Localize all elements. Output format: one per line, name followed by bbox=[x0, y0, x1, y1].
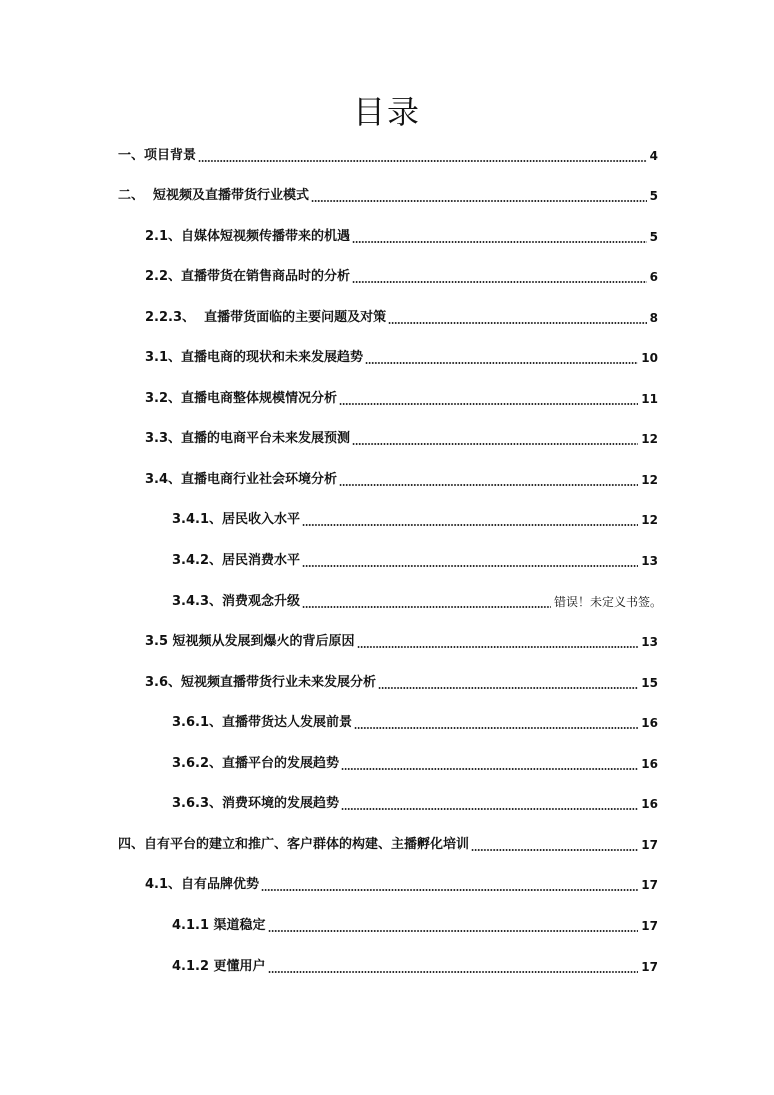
toc-dot-leader bbox=[357, 646, 639, 648]
toc-entry-4-1-2[interactable] bbox=[172, 957, 658, 977]
toc-entry-3-4-2[interactable] bbox=[172, 551, 658, 571]
toc-entry-label: 3.4、直播电商行业社会环境分析 bbox=[145, 472, 338, 487]
toc-entry-2-1[interactable] bbox=[145, 227, 658, 247]
toc-entry-label: 3.5 短视频从发展到爆火的背后原因 bbox=[145, 634, 355, 649]
toc-entry-project-background[interactable] bbox=[118, 146, 658, 166]
toc-entry-page: 13 bbox=[641, 635, 658, 649]
toc-entry-label: 2.1、自媒体短视频传播带来的机遇 bbox=[145, 229, 351, 244]
toc-dot-leader bbox=[341, 808, 638, 810]
toc-entry-label: 3.6、短视频直播带货行业未来发展分析 bbox=[145, 675, 377, 690]
toc-entry-4-1[interactable] bbox=[145, 875, 658, 895]
toc-entry-page: 5 bbox=[649, 230, 658, 244]
toc-entry-label: 3.6.1、直播带货达人发展前景 bbox=[172, 715, 353, 730]
toc-entry-label: 4.1.2 更懂用户 bbox=[172, 959, 266, 974]
toc-entry-page-error: 错误！未定义书签。 bbox=[553, 595, 662, 609]
toc-entry-label: 3.4.1、居民收入水平 bbox=[172, 512, 301, 527]
toc-entry-3-4-3[interactable] bbox=[172, 592, 662, 612]
toc-entry-label: 4.1.1 渠道稳定 bbox=[172, 918, 266, 933]
toc-dot-leader bbox=[302, 565, 638, 567]
toc-entry-3-2[interactable] bbox=[145, 389, 658, 409]
toc-entry-2-2[interactable] bbox=[145, 267, 658, 287]
toc-dot-leader bbox=[302, 606, 551, 608]
toc-entry-label: 3.4.3、消费观念升级 bbox=[172, 594, 301, 609]
toc-dot-leader bbox=[354, 727, 638, 729]
toc-dot-leader bbox=[352, 281, 647, 283]
toc-dot-leader bbox=[268, 971, 639, 973]
toc-dot-leader bbox=[471, 849, 638, 851]
toc-dot-leader bbox=[352, 241, 647, 243]
toc-entry-industry-mode[interactable] bbox=[118, 186, 658, 206]
toc-dot-leader bbox=[302, 524, 638, 526]
toc-entry-label: 四、自有平台的建立和推广、客户群体的构建、主播孵化培训 bbox=[118, 837, 470, 852]
toc-entry-page: 17 bbox=[641, 838, 658, 852]
toc-entry-own-platform[interactable] bbox=[118, 835, 658, 855]
toc-entry-label: 3.1、直播电商的现状和未来发展趋势 bbox=[145, 350, 364, 365]
toc-entry-page: 4 bbox=[649, 149, 658, 163]
toc-entry-page: 15 bbox=[641, 676, 658, 690]
toc-entry-label: 3.6.3、消费环境的发展趋势 bbox=[172, 796, 340, 811]
toc-entry-3-4-1[interactable] bbox=[172, 510, 658, 530]
toc-entry-page: 16 bbox=[641, 716, 658, 730]
toc-entry-label: 二、 短视频及直播带货行业模式 bbox=[118, 188, 310, 203]
toc-dot-leader bbox=[378, 687, 638, 689]
toc-entry-page: 6 bbox=[649, 270, 658, 284]
toc-dot-leader bbox=[198, 160, 647, 162]
toc-dot-leader bbox=[261, 889, 638, 891]
toc-dot-leader bbox=[339, 403, 638, 405]
toc-entry-page: 16 bbox=[641, 757, 658, 771]
toc-entry-label: 一、项目背景 bbox=[118, 148, 197, 163]
toc-dot-leader bbox=[268, 930, 639, 932]
toc-entry-3-3[interactable] bbox=[145, 429, 658, 449]
toc-entry-label: 3.2、直播电商整体规模情况分析 bbox=[145, 391, 338, 406]
toc-entry-label: 2.2、直播带货在销售商品时的分析 bbox=[145, 269, 351, 284]
toc-entry-label: 3.3、直播的电商平台未来发展预测 bbox=[145, 431, 351, 446]
toc-entry-3-6-3[interactable] bbox=[172, 794, 658, 814]
toc-entry-page: 12 bbox=[641, 432, 658, 446]
toc-entry-3-6-2[interactable] bbox=[172, 754, 658, 774]
toc-entry-page: 8 bbox=[649, 311, 658, 325]
toc-dot-leader bbox=[311, 200, 647, 202]
toc-entry-page: 10 bbox=[641, 351, 658, 365]
toc-entry-3-1[interactable] bbox=[145, 348, 658, 368]
toc-dot-leader bbox=[388, 322, 647, 324]
toc-entry-3-4[interactable] bbox=[145, 470, 658, 490]
toc-entry-3-5[interactable] bbox=[145, 632, 658, 652]
toc-entry-page: 5 bbox=[649, 189, 658, 203]
toc-entry-page: 17 bbox=[641, 919, 658, 933]
toc-dot-leader bbox=[352, 443, 638, 445]
toc-entry-3-6-1[interactable] bbox=[172, 713, 658, 733]
toc-entry-4-1-1[interactable] bbox=[172, 916, 658, 936]
toc-entry-3-6[interactable] bbox=[145, 673, 658, 693]
toc-dot-leader bbox=[341, 768, 638, 770]
toc-entry-label: 4.1、自有品牌优势 bbox=[145, 877, 260, 892]
toc-entry-page: 17 bbox=[641, 878, 658, 892]
toc-entry-page: 16 bbox=[641, 797, 658, 811]
toc-entry-label: 3.6.2、直播平台的发展趋势 bbox=[172, 756, 340, 771]
toc-entry-page: 12 bbox=[641, 473, 658, 487]
toc-dot-leader bbox=[339, 484, 638, 486]
toc-entry-2-2-3[interactable] bbox=[145, 308, 658, 328]
page-title: 目录 bbox=[352, 93, 421, 131]
toc-entry-label: 2.2.3、 直播带货面临的主要问题及对策 bbox=[145, 310, 387, 325]
toc-entry-label: 3.4.2、居民消费水平 bbox=[172, 553, 301, 568]
toc-entry-page: 17 bbox=[641, 960, 658, 974]
toc-dot-leader bbox=[365, 362, 638, 364]
toc-entry-page: 11 bbox=[641, 392, 658, 406]
toc-entry-page: 12 bbox=[641, 513, 658, 527]
toc-entry-page: 13 bbox=[641, 554, 658, 568]
